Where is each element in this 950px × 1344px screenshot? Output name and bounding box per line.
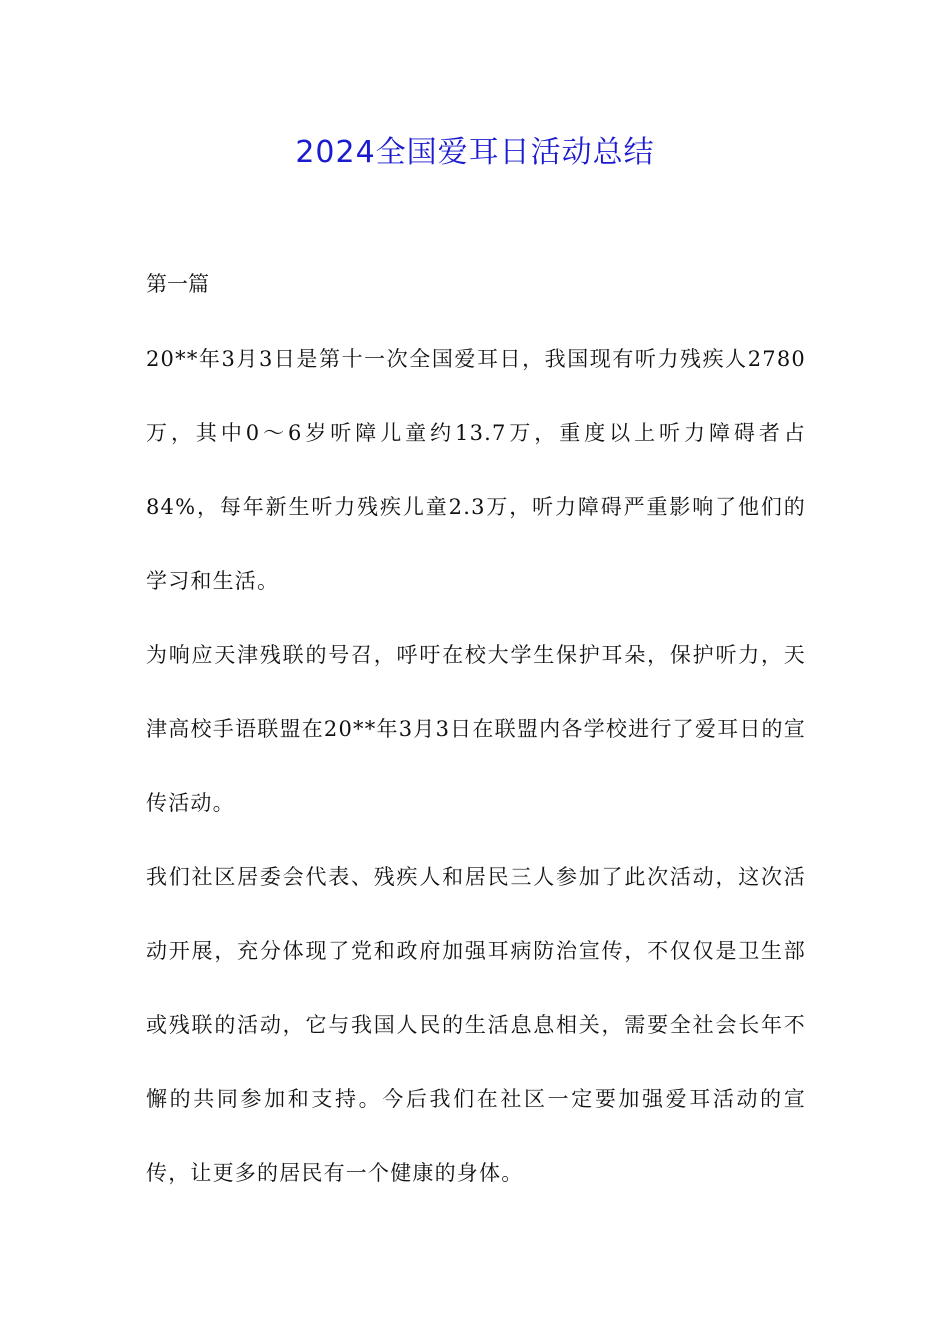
paragraph-2: 为响应天津残联的号召，呼吁在校大学生保护耳朵，保护听力，天津高校手语联盟在20**年3月3日在联盟内各学校进行了爱耳日的宣传活动。 bbox=[146, 643, 806, 815]
section-label: 第一篇 bbox=[146, 272, 209, 296]
paragraph-3: 我们社区居委会代表、残疾人和居民三人参加了此次活动，这次活动开展，充分体现了党和政府加强耳病防治宣传，不仅仅是卫生部或残联的活动，它与我国人民的生活息息相关，需要全社会长年不懈的共同参加和支持。今后我们在社区一定要加强爱耳活动的宣传，让更多的居民有一个健康的身体。 bbox=[146, 865, 806, 1185]
paragraph-1: 20**年3月3日是第十一次全国爱耳日，我国现有听力残疾人2780万，其中0～6岁听障儿童约13.7万，重度以上听力障碍者占84%，每年新生听力残疾儿童2.3万，听力障碍严重影响了他们的学习和生活。 bbox=[146, 347, 806, 593]
document-title: 2024全国爱耳日活动总结 bbox=[295, 135, 655, 170]
